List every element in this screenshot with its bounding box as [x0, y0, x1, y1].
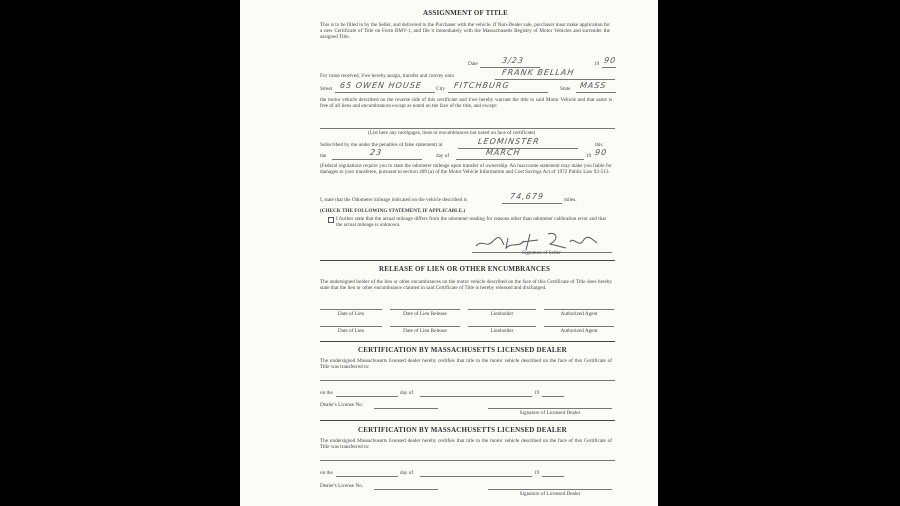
release-col-2b: Date of Lien Release	[403, 328, 447, 334]
dealer2-on-the: on the	[320, 470, 333, 476]
check-heading: (CHECK THE FOLLOWING STATEMENT, IF APPLICABLE.)	[320, 208, 466, 214]
seller-signature-label: Signature of Seller	[522, 250, 561, 256]
release-col-2d: Authorized Agent	[560, 328, 598, 334]
release-line-2a	[320, 326, 382, 327]
dealer1-signature-label: Signature of Licensed Dealer	[519, 410, 581, 416]
dealer2-month-line	[420, 476, 532, 477]
dealer1-day-of: day of	[400, 390, 414, 396]
dealer1-signature-line	[488, 408, 612, 409]
release-col-2c: Lienholder	[490, 328, 514, 334]
assignment-intro: This is to be filled in by the Seller, and delivered to the Purchaser with the vehicle. If Non-Dealer sale, purchaser must make application for a new Certificate of Title on Form RMV-1, and file it immediately with the Massachusetts Registry of Motor Vehicles and surrender the assigned Title.	[320, 22, 610, 41]
dealer2-signature-line	[488, 489, 612, 490]
dealer1-month-line	[420, 396, 532, 397]
day-of-label: day of	[436, 153, 450, 159]
dealer2-license-line	[374, 489, 438, 490]
dealer2-year-line	[542, 476, 564, 477]
date-value: 3/23	[501, 56, 525, 65]
dealer1-license-label: Dealer's License No.	[320, 402, 364, 408]
odometer-label: I, state that the Odometer mileage indicated on the vehicle described is	[320, 197, 467, 203]
dealer2-transfer-line	[320, 460, 615, 461]
subscribed-place: LEOMINSTER	[477, 137, 541, 146]
release-line-1a	[320, 309, 382, 310]
city-line	[448, 92, 548, 93]
street-label: Street	[320, 86, 333, 92]
subscribed-label: Subscribed by me under the penalties of false statement) at	[320, 142, 443, 148]
buyer-name: FRANK BELLAH	[501, 68, 575, 77]
day-value: 23	[369, 148, 383, 157]
year-value: 90	[603, 56, 617, 65]
dealer1-license-line	[374, 408, 438, 409]
street-line	[335, 92, 435, 93]
buyer-line	[495, 79, 615, 80]
state-value: MASS	[579, 81, 607, 90]
section-divider-1	[320, 260, 615, 261]
dealer2-day-of: day of	[400, 470, 414, 476]
date-label: Date	[468, 61, 478, 67]
release-title: RELEASE OF LIEN OR OTHER ENCUMBRANCES	[379, 265, 551, 273]
dealer1-title: CERTIFICATION BY MASSACHUSETTS LICENSED DEALER	[358, 346, 567, 354]
consideration-text: For value received, I/we hereby assign, transfer and convey unto	[320, 73, 455, 79]
state-line	[576, 92, 616, 93]
release-line-1d	[544, 309, 614, 310]
dealer2-day-line	[336, 476, 398, 477]
release-line-2c	[468, 326, 536, 327]
dealer2-year: 19	[534, 470, 540, 476]
city-label: City	[436, 86, 445, 92]
release-col-1c: Lienholder	[490, 311, 514, 317]
release-col-2a: Date of Lien	[337, 328, 365, 334]
title-document-page	[240, 0, 658, 506]
release-col-1b: Date of Lien Release	[403, 311, 447, 317]
dealer1-text: The undersigned Massachusetts licensed dealer hereby certifies that title to the motor vehicle described on the face of this Certificate of Title was transferred to:	[320, 358, 612, 371]
release-col-1d: Authorized Agent	[560, 311, 598, 317]
release-line-1b	[390, 309, 460, 310]
sub-year-value: 90	[594, 148, 608, 157]
section-divider-3	[320, 420, 615, 421]
dealer1-transfer-line	[320, 380, 615, 381]
federal-text: (Federal regulations require you to state the odometer mileage upon transfer of ownership. An inaccurate statement may make you liable for damages to your transferee, pursuant to section 409 (a) of the Motor Vehicle Information and Cost Savings Act of 1972 Public Law 92-513.	[320, 163, 612, 176]
dealer2-title: CERTIFICATION BY MASSACHUSETTS LICENSED DEALER	[358, 426, 567, 434]
warranty-text: the motor vehicle described on the reverse side of this certificate and I/we hereby warrant the title to said Motor Vehicle and that same is free of all liens and encumbrances except as noted on the face of the title, and except:	[320, 97, 612, 110]
dealer2-signature-label: Signature of Licensed Dealer	[519, 491, 581, 497]
release-line-2b	[390, 326, 460, 327]
miles-label: miles.	[564, 197, 577, 203]
sub-year-prefix: 19	[586, 153, 592, 159]
dealer1-year-line	[542, 396, 564, 397]
year-prefix: 19	[594, 61, 600, 67]
state-label: State	[560, 86, 571, 92]
assignment-title: ASSIGNMENT OF TITLE	[423, 9, 508, 17]
dealer1-year: 19	[534, 390, 540, 396]
month-line	[456, 159, 584, 160]
release-line-1c	[468, 309, 536, 310]
day-line	[332, 159, 422, 160]
check-text: I further state that the actual mileage differs from the odometer reading for reasons other than odometer calibration error and that the actual mileage is unknown.	[336, 216, 606, 229]
mileage-checkbox[interactable]	[328, 217, 334, 223]
this-label: this	[595, 142, 603, 148]
release-col-1a: Date of Lien	[337, 311, 365, 317]
section-divider-2	[320, 341, 615, 342]
the-label: the	[320, 153, 327, 159]
dealer2-text: The undersigned Massachusetts licensed dealer hereby certifies that title to the motor vehicle described on the face of this Certificate of Title was transferred to:	[320, 438, 612, 451]
city-value: FITCHBURG	[453, 81, 511, 90]
liens-note: (List here any mortgages, liens or encumbrances not noted on face of certificate)	[368, 130, 536, 136]
release-text: The undersigned holder of the lien or other encumbrances on the motor vehicle described on the face of this Certificate of Title does hereby state that the lien or other encumbrance claimed in said Certificate of Title is hereby released and discharged.	[320, 279, 612, 292]
dealer1-day-line	[336, 396, 398, 397]
dealer1-on-the: on the	[320, 390, 333, 396]
release-line-2d	[544, 326, 614, 327]
dealer2-license-label: Dealer's License No.	[320, 483, 364, 489]
odometer-value: 74,679	[509, 192, 545, 201]
street-value: 65 OWEN HOUSE	[339, 81, 423, 90]
month-value: MARCH	[485, 148, 522, 157]
year-line	[602, 67, 616, 68]
odometer-line	[502, 203, 562, 204]
liens-line	[320, 128, 615, 129]
